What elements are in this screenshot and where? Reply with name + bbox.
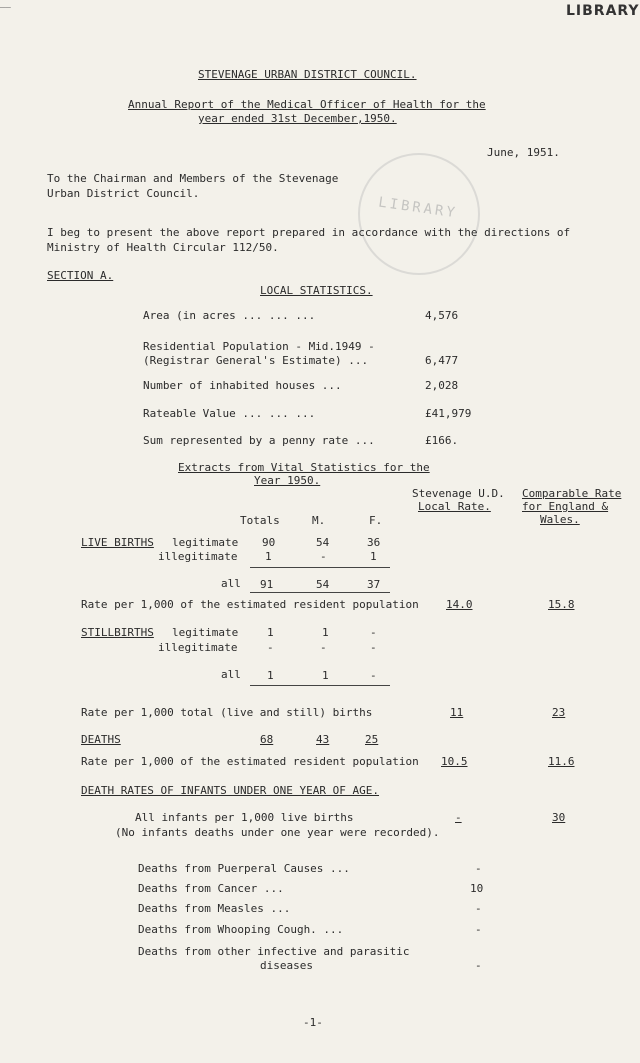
report-title-line1: Annual Report of the Medical Officer of Health for the bbox=[128, 98, 486, 111]
still-illegit-total: - bbox=[267, 641, 274, 654]
still-legit-female: - bbox=[370, 626, 377, 639]
live-sum-rule bbox=[250, 567, 390, 568]
cause-label: Deaths from Measles ... bbox=[138, 902, 291, 915]
cause-label: Deaths from Cancer ... bbox=[138, 882, 284, 895]
col-local-line2: Local Rate. bbox=[418, 500, 491, 513]
deaths-male: 43 bbox=[316, 733, 330, 746]
cause-value: - bbox=[475, 902, 482, 915]
still-legit-total: 1 bbox=[267, 626, 274, 639]
deaths-total: 68 bbox=[260, 733, 274, 746]
col-female-header: F. bbox=[369, 514, 383, 527]
live-rate-label: Rate per 1,000 of the estimated resident population bbox=[81, 598, 419, 611]
report-title-line2: year ended 31st December,1950. bbox=[198, 112, 397, 125]
live-rate-comp: 15.8 bbox=[548, 598, 575, 611]
legitimate-label: legitimate bbox=[172, 536, 239, 549]
live-all-female: 37 bbox=[367, 578, 381, 591]
stat-value: 2,028 bbox=[425, 379, 459, 392]
live-rate-local: 14.0 bbox=[446, 598, 473, 611]
cause-value: - bbox=[475, 959, 482, 972]
cause-label: Deaths from Whooping Cough. ... bbox=[138, 923, 344, 936]
still-rate-label: Rate per 1,000 total (live and still) births bbox=[81, 706, 373, 719]
stillbirths-label: STILLBIRTHS bbox=[81, 626, 154, 639]
salutation-line1: To the Chairman and Members of the Stevenage bbox=[47, 172, 339, 185]
section-heading: SECTION A. bbox=[47, 269, 114, 282]
live-illegit-female: 1 bbox=[370, 550, 377, 563]
still-rate-comp: 23 bbox=[552, 706, 566, 719]
stat-label: Area (in acres ... ... ... bbox=[143, 309, 316, 322]
infant-line2: (No infants deaths under one year were recorded). bbox=[115, 826, 440, 839]
deaths-female: 25 bbox=[365, 733, 379, 746]
stat-label: Rateable Value ... ... ... bbox=[143, 407, 316, 420]
infant-line1: All infants per 1,000 live births bbox=[135, 811, 354, 824]
live-all-total: 91 bbox=[260, 578, 274, 591]
corner-mark: —— bbox=[0, 3, 11, 13]
cause-label: Deaths from Puerperal Causes ... bbox=[138, 862, 350, 875]
live-legit-male: 54 bbox=[316, 536, 330, 549]
all-label: all bbox=[221, 577, 241, 590]
illegitimate-label: illegitimate bbox=[158, 641, 238, 654]
cause-value: - bbox=[475, 923, 482, 936]
intro-line2: Ministry of Health Circular 112/50. bbox=[47, 241, 279, 254]
still-total-rule bbox=[250, 685, 390, 686]
report-date: June, 1951. bbox=[487, 146, 560, 159]
col-local-line1: Stevenage U.D. bbox=[412, 487, 505, 500]
col-comp-line1: Comparable Rate bbox=[522, 487, 622, 500]
still-all-male: 1 bbox=[322, 669, 329, 682]
stat-label-2: (Registrar General's Estimate) ... bbox=[143, 354, 369, 367]
col-comp-line2: for England & bbox=[522, 500, 609, 513]
live-illegit-total: 1 bbox=[265, 550, 272, 563]
deaths-rate-comp: 11.6 bbox=[548, 755, 575, 768]
cause-value: 10 bbox=[470, 882, 484, 895]
live-births-label: LIVE BIRTHS bbox=[81, 536, 154, 549]
cause-label-2: diseases bbox=[260, 959, 313, 972]
library-seal-text: LIBRARY bbox=[377, 194, 459, 222]
infant-rate-comp: 30 bbox=[552, 811, 566, 824]
deaths-rate-label: Rate per 1,000 of the estimated resident population bbox=[81, 755, 419, 768]
live-all-male: 54 bbox=[316, 578, 330, 591]
page-number: -1- bbox=[303, 1016, 323, 1029]
council-title: STEVENAGE URBAN DISTRICT COUNCIL. bbox=[198, 68, 417, 81]
stat-value: £166. bbox=[425, 434, 459, 447]
stat-label: Residential Population - Mid.1949 - bbox=[143, 340, 375, 353]
live-illegit-male: - bbox=[320, 550, 327, 563]
still-illegit-female: - bbox=[370, 641, 377, 654]
all-label: all bbox=[221, 668, 241, 681]
stat-label: Number of inhabited houses ... bbox=[143, 379, 342, 392]
cause-label: Deaths from other infective and parasitic bbox=[138, 945, 410, 958]
still-illegit-male: - bbox=[320, 641, 327, 654]
stat-label: Sum represented by a penny rate ... bbox=[143, 434, 375, 447]
stat-value: 4,576 bbox=[425, 309, 459, 322]
still-all-total: 1 bbox=[267, 669, 274, 682]
legitimate-label: legitimate bbox=[172, 626, 239, 639]
intro-line1: I beg to present the above report prepared in accordance with the directions of bbox=[47, 226, 571, 239]
live-total-rule bbox=[250, 592, 390, 593]
col-male-header: M. bbox=[312, 514, 326, 527]
local-statistics-heading: LOCAL STATISTICS. bbox=[260, 284, 373, 297]
infant-rate-local: - bbox=[455, 811, 462, 824]
salutation-line2: Urban District Council. bbox=[47, 187, 200, 200]
live-legit-female: 36 bbox=[367, 536, 381, 549]
deaths-label: DEATHS bbox=[81, 733, 121, 746]
col-totals-header: Totals bbox=[240, 514, 280, 527]
still-legit-male: 1 bbox=[322, 626, 329, 639]
extracts-heading-line2: Year 1950. bbox=[254, 474, 321, 487]
still-rate-local: 11 bbox=[450, 706, 464, 719]
still-all-female: - bbox=[370, 669, 377, 682]
infant-heading: DEATH RATES OF INFANTS UNDER ONE YEAR OF AGE. bbox=[81, 784, 380, 797]
illegitimate-label: illegitimate bbox=[158, 550, 238, 563]
library-stamp-header: LIBRARY bbox=[566, 3, 640, 19]
extracts-heading-line1: Extracts from Vital Statistics for the bbox=[178, 461, 430, 474]
live-legit-total: 90 bbox=[262, 536, 276, 549]
cause-value: - bbox=[475, 862, 482, 875]
stat-value: £41,979 bbox=[425, 407, 472, 420]
col-comp-line3: Wales. bbox=[540, 513, 580, 526]
stat-value: 6,477 bbox=[425, 354, 459, 367]
deaths-rate-local: 10.5 bbox=[441, 755, 468, 768]
